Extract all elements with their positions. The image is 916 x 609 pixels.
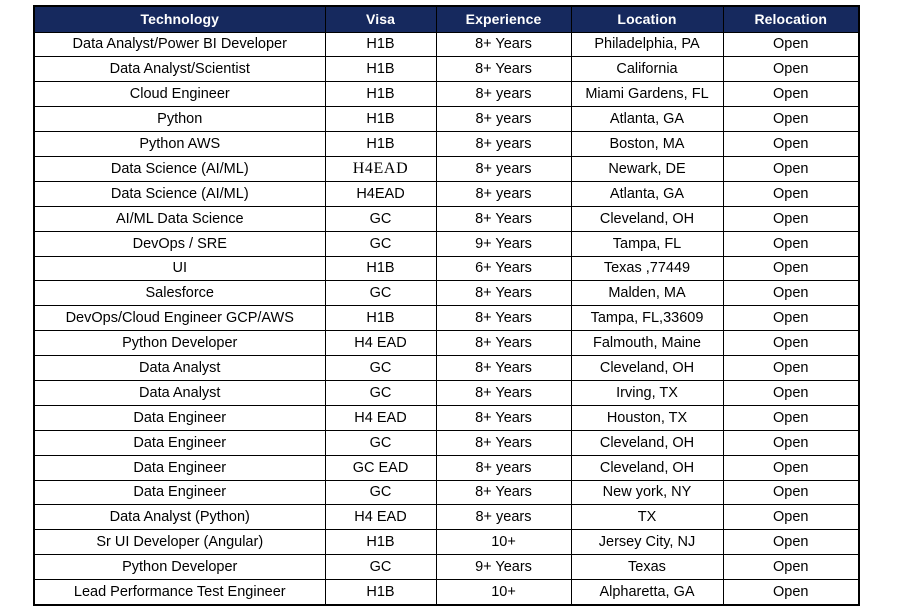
cell-technology: Data Engineer xyxy=(34,405,325,430)
cell-visa: GC EAD xyxy=(325,455,436,480)
table-row xyxy=(34,455,859,480)
cell-technology: Data Analyst/Scientist xyxy=(34,57,325,82)
cell-location: Cleveland, OH xyxy=(571,455,723,480)
cell-location: Jersey City, NJ xyxy=(571,530,723,555)
cell-relocation: Open xyxy=(723,156,859,181)
cell-relocation: Open xyxy=(723,580,859,605)
cell-relocation: Open xyxy=(723,181,859,206)
cell-experience: 8+ Years xyxy=(436,331,571,356)
table-row xyxy=(34,356,859,381)
cell-visa: GC xyxy=(325,281,436,306)
header-row xyxy=(34,6,859,32)
cell-visa: H4EAD xyxy=(325,156,436,181)
cell-experience: 8+ years xyxy=(436,455,571,480)
table-row xyxy=(34,32,859,57)
cell-relocation: Open xyxy=(723,107,859,132)
column-header-relocation: Relocation xyxy=(723,6,859,32)
cell-technology: Cloud Engineer xyxy=(34,82,325,107)
cell-experience: 8+ Years xyxy=(436,480,571,505)
cell-location: Atlanta, GA xyxy=(571,181,723,206)
cell-relocation: Open xyxy=(723,82,859,107)
cell-technology: Python AWS xyxy=(34,132,325,157)
cell-experience: 8+ Years xyxy=(436,57,571,82)
cell-relocation: Open xyxy=(723,405,859,430)
table-row xyxy=(34,181,859,206)
cell-location: Newark, DE xyxy=(571,156,723,181)
table-row xyxy=(34,480,859,505)
table-row xyxy=(34,580,859,605)
cell-experience: 9+ Years xyxy=(436,555,571,580)
column-header-experience: Experience xyxy=(436,6,571,32)
cell-technology: Data Engineer xyxy=(34,480,325,505)
cell-experience: 8+ years xyxy=(436,156,571,181)
cell-visa: H1B xyxy=(325,82,436,107)
cell-visa: H1B xyxy=(325,32,436,57)
cell-location: TX xyxy=(571,505,723,530)
cell-relocation: Open xyxy=(723,331,859,356)
cell-location: Malden, MA xyxy=(571,281,723,306)
cell-visa: GC xyxy=(325,555,436,580)
cell-relocation: Open xyxy=(723,455,859,480)
cell-relocation: Open xyxy=(723,206,859,231)
cell-experience: 10+ xyxy=(436,530,571,555)
table-row xyxy=(34,380,859,405)
cell-technology: DevOps / SRE xyxy=(34,231,325,256)
jobs-sheet xyxy=(33,5,860,606)
cell-experience: 6+ Years xyxy=(436,256,571,281)
cell-visa: GC xyxy=(325,356,436,381)
cell-location: Alpharetta, GA xyxy=(571,580,723,605)
cell-location: Cleveland, OH xyxy=(571,430,723,455)
cell-technology: Data Analyst xyxy=(34,380,325,405)
cell-technology: UI xyxy=(34,256,325,281)
table-row xyxy=(34,281,859,306)
cell-location: Irving, TX xyxy=(571,380,723,405)
cell-experience: 8+ Years xyxy=(436,206,571,231)
cell-location: California xyxy=(571,57,723,82)
cell-experience: 10+ xyxy=(436,580,571,605)
cell-technology: DevOps/Cloud Engineer GCP/AWS xyxy=(34,306,325,331)
cell-experience: 8+ Years xyxy=(436,281,571,306)
cell-technology: Python Developer xyxy=(34,555,325,580)
cell-visa: H4EAD xyxy=(325,181,436,206)
cell-relocation: Open xyxy=(723,57,859,82)
cell-visa: H1B xyxy=(325,306,436,331)
cell-visa: GC xyxy=(325,231,436,256)
cell-location: Cleveland, OH xyxy=(571,356,723,381)
cell-relocation: Open xyxy=(723,505,859,530)
table-row xyxy=(34,306,859,331)
cell-location: Cleveland, OH xyxy=(571,206,723,231)
cell-relocation: Open xyxy=(723,356,859,381)
cell-visa: H1B xyxy=(325,57,436,82)
cell-technology: Python Developer xyxy=(34,331,325,356)
cell-experience: 8+ Years xyxy=(436,430,571,455)
cell-technology: Data Analyst xyxy=(34,356,325,381)
cell-visa: GC xyxy=(325,206,436,231)
cell-location: Atlanta, GA xyxy=(571,107,723,132)
cell-relocation: Open xyxy=(723,380,859,405)
cell-visa: H1B xyxy=(325,580,436,605)
cell-visa: H1B xyxy=(325,256,436,281)
cell-technology: Data Analyst/Power BI Developer xyxy=(34,32,325,57)
cell-relocation: Open xyxy=(723,132,859,157)
cell-visa: H4 EAD xyxy=(325,331,436,356)
cell-relocation: Open xyxy=(723,281,859,306)
cell-visa: H4 EAD xyxy=(325,405,436,430)
cell-location: New york, NY xyxy=(571,480,723,505)
cell-location: Texas xyxy=(571,555,723,580)
cell-technology: Data Science (AI/ML) xyxy=(34,181,325,206)
table-row xyxy=(34,156,859,181)
cell-relocation: Open xyxy=(723,32,859,57)
table-row xyxy=(34,107,859,132)
cell-experience: 8+ Years xyxy=(436,405,571,430)
cell-experience: 8+ years xyxy=(436,181,571,206)
cell-location: Philadelphia, PA xyxy=(571,32,723,57)
cell-technology: Data Engineer xyxy=(34,455,325,480)
cell-experience: 8+ Years xyxy=(436,380,571,405)
cell-experience: 9+ Years xyxy=(436,231,571,256)
cell-location: Miami Gardens, FL xyxy=(571,82,723,107)
cell-relocation: Open xyxy=(723,256,859,281)
column-header-location: Location xyxy=(571,6,723,32)
table-row xyxy=(34,256,859,281)
cell-location: Tampa, FL,33609 xyxy=(571,306,723,331)
cell-experience: 8+ Years xyxy=(436,306,571,331)
table-row xyxy=(34,57,859,82)
table-row xyxy=(34,132,859,157)
cell-relocation: Open xyxy=(723,555,859,580)
table-row xyxy=(34,231,859,256)
table-row xyxy=(34,331,859,356)
cell-experience: 8+ Years xyxy=(436,356,571,381)
cell-visa: GC xyxy=(325,480,436,505)
cell-technology: Python xyxy=(34,107,325,132)
cell-technology: Data Analyst (Python) xyxy=(34,505,325,530)
column-header-technology: Technology xyxy=(34,6,325,32)
cell-technology: Data Science (AI/ML) xyxy=(34,156,325,181)
cell-visa: GC xyxy=(325,430,436,455)
cell-experience: 8+ years xyxy=(436,107,571,132)
cell-experience: 8+ years xyxy=(436,82,571,107)
cell-location: Houston, TX xyxy=(571,405,723,430)
cell-visa: H1B xyxy=(325,530,436,555)
table-body xyxy=(34,32,859,605)
cell-location: Boston, MA xyxy=(571,132,723,157)
table-row xyxy=(34,206,859,231)
cell-location: Tampa, FL xyxy=(571,231,723,256)
cell-experience: 8+ Years xyxy=(436,32,571,57)
cell-experience: 8+ years xyxy=(436,505,571,530)
cell-location: Falmouth, Maine xyxy=(571,331,723,356)
table-row xyxy=(34,530,859,555)
table-row xyxy=(34,430,859,455)
cell-relocation: Open xyxy=(723,430,859,455)
cell-visa: GC xyxy=(325,380,436,405)
cell-visa: H1B xyxy=(325,132,436,157)
cell-experience: 8+ years xyxy=(436,132,571,157)
jobs-table xyxy=(33,5,860,606)
column-header-visa: Visa xyxy=(325,6,436,32)
cell-technology: AI/ML Data Science xyxy=(34,206,325,231)
cell-relocation: Open xyxy=(723,480,859,505)
table-row xyxy=(34,505,859,530)
cell-relocation: Open xyxy=(723,231,859,256)
table-row xyxy=(34,82,859,107)
cell-visa: H1B xyxy=(325,107,436,132)
table-row xyxy=(34,555,859,580)
cell-technology: Data Engineer xyxy=(34,430,325,455)
cell-visa: H4 EAD xyxy=(325,505,436,530)
cell-location: Texas ,77449 xyxy=(571,256,723,281)
table-row xyxy=(34,405,859,430)
cell-technology: Salesforce xyxy=(34,281,325,306)
cell-relocation: Open xyxy=(723,530,859,555)
cell-technology: Sr UI Developer (Angular) xyxy=(34,530,325,555)
cell-technology: Lead Performance Test Engineer xyxy=(34,580,325,605)
cell-relocation: Open xyxy=(723,306,859,331)
